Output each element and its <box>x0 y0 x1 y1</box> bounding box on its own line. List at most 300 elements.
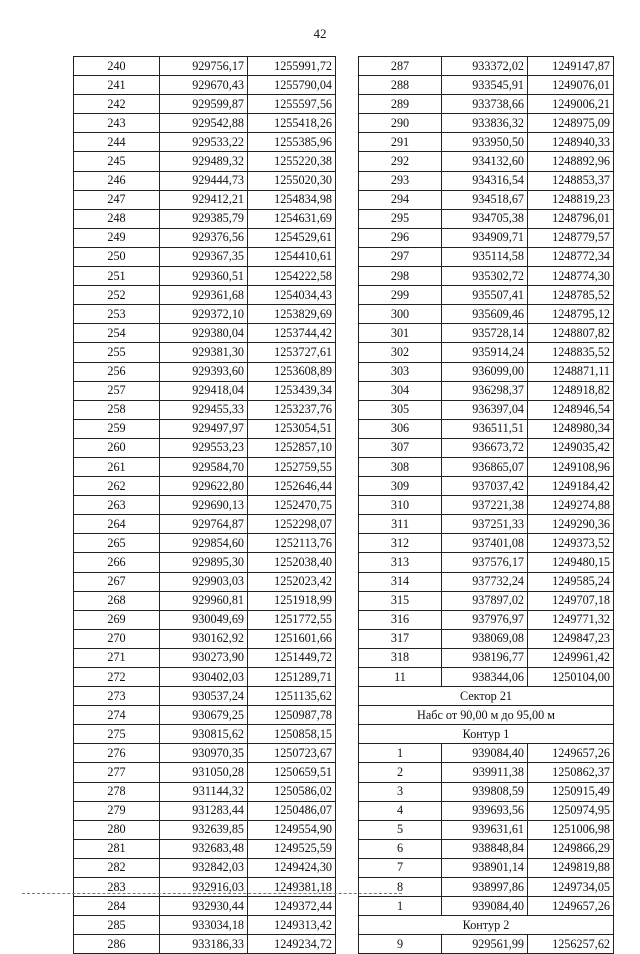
table-row <box>74 572 336 591</box>
y-coordinate-cell: 1255020,30 <box>248 171 336 190</box>
table-row <box>74 133 336 152</box>
y-coordinate-cell: 1255597,56 <box>248 95 336 114</box>
y-coordinate-cell: 1249006,21 <box>528 95 614 114</box>
point-number-cell: 251 <box>74 267 160 286</box>
table-row <box>74 76 336 95</box>
y-coordinate-cell: 1256257,62 <box>528 935 614 954</box>
x-coordinate-cell: 936511,51 <box>442 419 528 438</box>
point-number-cell: 1 <box>359 897 442 916</box>
y-coordinate-cell: 1248835,52 <box>528 343 614 362</box>
y-coordinate-cell: 1254222,58 <box>248 267 336 286</box>
table-row <box>359 247 614 266</box>
point-number-cell: 317 <box>359 629 442 648</box>
y-coordinate-cell: 1253237,76 <box>248 400 336 419</box>
point-number-cell: 284 <box>74 897 160 916</box>
y-coordinate-cell: 1254410,61 <box>248 247 336 266</box>
table-row <box>74 629 336 648</box>
point-number-cell: 277 <box>74 763 160 782</box>
table-row <box>359 477 614 496</box>
coordinates-table-right <box>358 56 614 954</box>
y-coordinate-cell: 1253054,51 <box>248 419 336 438</box>
y-coordinate-cell: 1253608,89 <box>248 362 336 381</box>
x-coordinate-cell: 936397,04 <box>442 400 528 419</box>
y-coordinate-cell: 1251918,99 <box>248 591 336 610</box>
y-coordinate-cell: 1249076,01 <box>528 76 614 95</box>
y-coordinate-cell: 1252857,10 <box>248 438 336 457</box>
point-number-cell: 311 <box>359 515 442 534</box>
y-coordinate-cell: 1248774,30 <box>528 267 614 286</box>
y-coordinate-cell: 1249313,42 <box>248 916 336 935</box>
x-coordinate-cell: 929764,87 <box>160 515 248 534</box>
point-number-cell: 3 <box>359 782 442 801</box>
y-coordinate-cell: 1249847,23 <box>528 629 614 648</box>
y-coordinate-cell: 1250858,15 <box>248 725 336 744</box>
point-number-cell: 11 <box>359 668 442 687</box>
bottom-divider <box>22 893 402 894</box>
point-number-cell: 241 <box>74 76 160 95</box>
point-number-cell: 240 <box>74 57 160 76</box>
y-coordinate-cell: 1249274,88 <box>528 496 614 515</box>
y-coordinate-cell: 1255220,38 <box>248 152 336 171</box>
y-coordinate-cell: 1250862,37 <box>528 763 614 782</box>
point-number-cell: 7 <box>359 858 442 877</box>
x-coordinate-cell: 933186,33 <box>160 935 248 954</box>
table-row <box>74 228 336 247</box>
point-number-cell: 261 <box>74 457 160 476</box>
x-coordinate-cell: 932683,48 <box>160 839 248 858</box>
y-coordinate-cell: 1248785,52 <box>528 286 614 305</box>
point-number-cell: 286 <box>74 935 160 954</box>
table-row <box>359 57 614 76</box>
x-coordinate-cell: 930273,90 <box>160 648 248 667</box>
point-number-cell: 294 <box>359 190 442 209</box>
point-number-cell: 316 <box>359 610 442 629</box>
y-coordinate-cell: 1250104,00 <box>528 668 614 687</box>
x-coordinate-cell: 935507,41 <box>442 286 528 305</box>
x-coordinate-cell: 933738,66 <box>442 95 528 114</box>
y-coordinate-cell: 1249734,05 <box>528 878 614 897</box>
y-coordinate-cell: 1251006,98 <box>528 820 614 839</box>
x-coordinate-cell: 932842,03 <box>160 858 248 877</box>
x-coordinate-cell: 939808,59 <box>442 782 528 801</box>
y-coordinate-cell: 1253744,42 <box>248 324 336 343</box>
y-coordinate-cell: 1253439,34 <box>248 381 336 400</box>
point-number-cell: 276 <box>74 744 160 763</box>
point-number-cell: 264 <box>74 515 160 534</box>
point-number-cell: 290 <box>359 114 442 133</box>
table-row <box>359 228 614 247</box>
table-row <box>359 400 614 419</box>
table-row <box>74 496 336 515</box>
point-number-cell: 288 <box>359 76 442 95</box>
y-coordinate-cell: 1250723,67 <box>248 744 336 763</box>
point-number-cell: 249 <box>74 228 160 247</box>
y-coordinate-cell: 1248918,82 <box>528 381 614 400</box>
x-coordinate-cell: 933545,91 <box>442 76 528 95</box>
x-coordinate-cell: 929895,30 <box>160 553 248 572</box>
y-coordinate-cell: 1249525,59 <box>248 839 336 858</box>
y-coordinate-cell: 1248892,96 <box>528 152 614 171</box>
table-row <box>74 648 336 667</box>
point-number-cell: 263 <box>74 496 160 515</box>
y-coordinate-cell: 1251289,71 <box>248 668 336 687</box>
x-coordinate-cell: 930815,62 <box>160 725 248 744</box>
table-row <box>74 858 336 877</box>
table-row <box>74 534 336 553</box>
x-coordinate-cell: 929670,43 <box>160 76 248 95</box>
table-row <box>359 362 614 381</box>
x-coordinate-cell: 929380,04 <box>160 324 248 343</box>
y-coordinate-cell: 1249657,26 <box>528 897 614 916</box>
table-row <box>74 763 336 782</box>
table-row <box>74 286 336 305</box>
point-number-cell: 250 <box>74 247 160 266</box>
point-number-cell: 2 <box>359 763 442 782</box>
table-row <box>359 534 614 553</box>
y-coordinate-cell: 1248772,34 <box>528 247 614 266</box>
table-row <box>359 95 614 114</box>
contour-1-heading-row <box>359 725 614 744</box>
y-coordinate-cell: 1254834,98 <box>248 190 336 209</box>
x-coordinate-cell: 937221,38 <box>442 496 528 515</box>
table-row <box>359 76 614 95</box>
contour-2-heading: Контур 2 <box>359 916 614 935</box>
table-row <box>359 457 614 476</box>
table-row <box>74 916 336 935</box>
table-row <box>359 897 614 916</box>
table-row <box>74 343 336 362</box>
point-number-cell: 269 <box>74 610 160 629</box>
point-number-cell: 242 <box>74 95 160 114</box>
y-coordinate-cell: 1249554,90 <box>248 820 336 839</box>
x-coordinate-cell: 935114,58 <box>442 247 528 266</box>
y-coordinate-cell: 1252038,40 <box>248 553 336 572</box>
y-coordinate-cell: 1251449,72 <box>248 648 336 667</box>
y-coordinate-cell: 1249585,24 <box>528 572 614 591</box>
table-row <box>359 820 614 839</box>
y-coordinate-cell: 1249819,88 <box>528 858 614 877</box>
table-row <box>359 935 614 954</box>
y-coordinate-cell: 1252113,76 <box>248 534 336 553</box>
point-number-cell: 280 <box>74 820 160 839</box>
x-coordinate-cell: 930162,92 <box>160 629 248 648</box>
table-row <box>74 438 336 457</box>
point-number-cell: 301 <box>359 324 442 343</box>
y-coordinate-cell: 1255991,72 <box>248 57 336 76</box>
x-coordinate-cell: 929584,70 <box>160 457 248 476</box>
point-number-cell: 267 <box>74 572 160 591</box>
coordinates-table-left-body <box>74 57 336 954</box>
y-coordinate-cell: 1250915,49 <box>528 782 614 801</box>
y-coordinate-cell: 1255385,96 <box>248 133 336 152</box>
table-row <box>74 171 336 190</box>
y-coordinate-cell: 1248807,82 <box>528 324 614 343</box>
y-coordinate-cell: 1248796,01 <box>528 209 614 228</box>
x-coordinate-cell: 939631,61 <box>442 820 528 839</box>
table-row <box>74 801 336 820</box>
point-number-cell: 258 <box>74 400 160 419</box>
table-row <box>359 668 614 687</box>
y-coordinate-cell: 1251772,55 <box>248 610 336 629</box>
y-coordinate-cell: 1253829,69 <box>248 305 336 324</box>
table-row <box>74 782 336 801</box>
table-row <box>74 687 336 706</box>
table-row <box>74 209 336 228</box>
table-row <box>74 362 336 381</box>
x-coordinate-cell: 929360,51 <box>160 267 248 286</box>
page-number: 42 <box>313 26 327 41</box>
x-coordinate-cell: 929622,80 <box>160 477 248 496</box>
x-coordinate-cell: 938848,84 <box>442 839 528 858</box>
table-row <box>359 839 614 858</box>
y-coordinate-cell: 1249771,32 <box>528 610 614 629</box>
x-coordinate-cell: 933836,32 <box>442 114 528 133</box>
point-number-cell: 285 <box>74 916 160 935</box>
point-number-cell: 282 <box>74 858 160 877</box>
x-coordinate-cell: 937732,24 <box>442 572 528 591</box>
y-coordinate-cell: 1251601,66 <box>248 629 336 648</box>
y-coordinate-cell: 1249373,52 <box>528 534 614 553</box>
table-row <box>74 591 336 610</box>
table-row <box>74 190 336 209</box>
x-coordinate-cell: 930679,25 <box>160 706 248 725</box>
point-number-cell: 307 <box>359 438 442 457</box>
point-number-cell: 243 <box>74 114 160 133</box>
table-row <box>74 400 336 419</box>
y-coordinate-cell: 1252023,42 <box>248 572 336 591</box>
y-coordinate-cell: 1250659,51 <box>248 763 336 782</box>
x-coordinate-cell: 939084,40 <box>442 744 528 763</box>
point-number-cell: 302 <box>359 343 442 362</box>
point-number-cell: 4 <box>359 801 442 820</box>
x-coordinate-cell: 934316,54 <box>442 171 528 190</box>
point-number-cell: 289 <box>359 95 442 114</box>
table-row <box>359 553 614 572</box>
table-row <box>359 763 614 782</box>
x-coordinate-cell: 937576,17 <box>442 553 528 572</box>
y-coordinate-cell: 1249480,15 <box>528 553 614 572</box>
table-row <box>359 133 614 152</box>
coordinates-table-left <box>73 56 336 954</box>
table-row <box>359 801 614 820</box>
y-coordinate-cell: 1255790,04 <box>248 76 336 95</box>
point-number-cell: 287 <box>359 57 442 76</box>
y-coordinate-cell: 1252759,55 <box>248 457 336 476</box>
point-number-cell: 273 <box>74 687 160 706</box>
table-row <box>74 706 336 725</box>
point-number-cell: 247 <box>74 190 160 209</box>
table-row <box>359 496 614 515</box>
y-coordinate-cell: 1252646,44 <box>248 477 336 496</box>
y-coordinate-cell: 1248871,11 <box>528 362 614 381</box>
point-number-cell: 254 <box>74 324 160 343</box>
point-number-cell: 259 <box>74 419 160 438</box>
point-number-cell: 292 <box>359 152 442 171</box>
point-number-cell: 314 <box>359 572 442 591</box>
table-row <box>74 381 336 400</box>
y-coordinate-cell: 1249234,72 <box>248 935 336 954</box>
y-coordinate-cell: 1248853,37 <box>528 171 614 190</box>
point-number-cell: 313 <box>359 553 442 572</box>
table-row <box>359 744 614 763</box>
x-coordinate-cell: 930970,35 <box>160 744 248 763</box>
x-coordinate-cell: 932639,85 <box>160 820 248 839</box>
point-number-cell: 245 <box>74 152 160 171</box>
point-number-cell: 275 <box>74 725 160 744</box>
y-coordinate-cell: 1249108,96 <box>528 457 614 476</box>
x-coordinate-cell: 929385,79 <box>160 209 248 228</box>
x-coordinate-cell: 931050,28 <box>160 763 248 782</box>
y-coordinate-cell: 1250987,78 <box>248 706 336 725</box>
table-row <box>74 114 336 133</box>
x-coordinate-cell: 936673,72 <box>442 438 528 457</box>
point-number-cell: 315 <box>359 591 442 610</box>
x-coordinate-cell: 938901,14 <box>442 858 528 877</box>
y-coordinate-cell: 1248980,34 <box>528 419 614 438</box>
x-coordinate-cell: 939693,56 <box>442 801 528 820</box>
point-number-cell: 270 <box>74 629 160 648</box>
point-number-cell: 297 <box>359 247 442 266</box>
x-coordinate-cell: 930402,03 <box>160 668 248 687</box>
x-coordinate-cell: 929903,03 <box>160 572 248 591</box>
y-coordinate-cell: 1249424,30 <box>248 858 336 877</box>
table-row <box>74 457 336 476</box>
x-coordinate-cell: 931283,44 <box>160 801 248 820</box>
y-coordinate-cell: 1251135,62 <box>248 687 336 706</box>
table-row <box>359 572 614 591</box>
point-number-cell: 308 <box>359 457 442 476</box>
x-coordinate-cell: 929412,21 <box>160 190 248 209</box>
x-coordinate-cell: 930049,69 <box>160 610 248 629</box>
x-coordinate-cell: 935609,46 <box>442 305 528 324</box>
x-coordinate-cell: 929418,04 <box>160 381 248 400</box>
point-number-cell: 9 <box>359 935 442 954</box>
point-number-cell: 278 <box>74 782 160 801</box>
x-coordinate-cell: 929854,60 <box>160 534 248 553</box>
y-coordinate-cell: 1249866,29 <box>528 839 614 858</box>
x-coordinate-cell: 934909,71 <box>442 228 528 247</box>
point-number-cell: 8 <box>359 878 442 897</box>
point-number-cell: 274 <box>74 706 160 725</box>
x-coordinate-cell: 929489,32 <box>160 152 248 171</box>
table-row <box>74 419 336 438</box>
point-number-cell: 252 <box>74 286 160 305</box>
x-coordinate-cell: 933034,18 <box>160 916 248 935</box>
point-number-cell: 6 <box>359 839 442 858</box>
point-number-cell: 312 <box>359 534 442 553</box>
y-coordinate-cell: 1249147,87 <box>528 57 614 76</box>
x-coordinate-cell: 931144,32 <box>160 782 248 801</box>
point-number-cell: 306 <box>359 419 442 438</box>
point-number-cell: 299 <box>359 286 442 305</box>
point-number-cell: 265 <box>74 534 160 553</box>
y-coordinate-cell: 1250486,07 <box>248 801 336 820</box>
x-coordinate-cell: 933372,02 <box>442 57 528 76</box>
point-number-cell: 281 <box>74 839 160 858</box>
x-coordinate-cell: 929533,22 <box>160 133 248 152</box>
point-number-cell: 298 <box>359 267 442 286</box>
y-coordinate-cell: 1249372,44 <box>248 897 336 916</box>
table-row <box>74 152 336 171</box>
x-coordinate-cell: 938196,77 <box>442 648 528 667</box>
table-row <box>359 782 614 801</box>
table-row <box>74 515 336 534</box>
y-coordinate-cell: 1254631,69 <box>248 209 336 228</box>
x-coordinate-cell: 929372,10 <box>160 305 248 324</box>
x-coordinate-cell: 936099,00 <box>442 362 528 381</box>
table-row <box>74 897 336 916</box>
x-coordinate-cell: 929376,56 <box>160 228 248 247</box>
contour-1-heading: Контур 1 <box>359 725 614 744</box>
point-number-cell: 248 <box>74 209 160 228</box>
y-coordinate-cell: 1249035,42 <box>528 438 614 457</box>
point-number-cell: 303 <box>359 362 442 381</box>
x-coordinate-cell: 936865,07 <box>442 457 528 476</box>
table-row <box>359 114 614 133</box>
x-coordinate-cell: 929561,99 <box>442 935 528 954</box>
y-coordinate-cell: 1249381,18 <box>248 878 336 897</box>
y-coordinate-cell: 1248779,57 <box>528 228 614 247</box>
y-coordinate-cell: 1248946,54 <box>528 400 614 419</box>
table-row <box>359 190 614 209</box>
table-row <box>359 381 614 400</box>
point-number-cell: 295 <box>359 209 442 228</box>
y-coordinate-cell: 1250586,02 <box>248 782 336 801</box>
point-number-cell: 260 <box>74 438 160 457</box>
sector-title-row <box>359 687 614 706</box>
x-coordinate-cell: 939084,40 <box>442 897 528 916</box>
point-number-cell: 5 <box>359 820 442 839</box>
y-coordinate-cell: 1248819,23 <box>528 190 614 209</box>
x-coordinate-cell: 934705,38 <box>442 209 528 228</box>
table-row <box>359 267 614 286</box>
table-row <box>74 324 336 343</box>
sector-range-row <box>359 706 614 725</box>
x-coordinate-cell: 929756,17 <box>160 57 248 76</box>
table-row <box>74 477 336 496</box>
point-number-cell: 272 <box>74 668 160 687</box>
table-row <box>359 610 614 629</box>
point-number-cell: 246 <box>74 171 160 190</box>
x-coordinate-cell: 938069,08 <box>442 629 528 648</box>
table-row <box>359 438 614 457</box>
sector-range: Набс от 90,00 м до 95,00 м <box>359 706 614 725</box>
point-number-cell: 268 <box>74 591 160 610</box>
y-coordinate-cell: 1249184,42 <box>528 477 614 496</box>
x-coordinate-cell: 937976,97 <box>442 610 528 629</box>
x-coordinate-cell: 929381,30 <box>160 343 248 362</box>
x-coordinate-cell: 929393,60 <box>160 362 248 381</box>
point-number-cell: 253 <box>74 305 160 324</box>
table-row <box>74 820 336 839</box>
point-number-cell: 305 <box>359 400 442 419</box>
table-row <box>74 668 336 687</box>
point-number-cell: 262 <box>74 477 160 496</box>
x-coordinate-cell: 937251,33 <box>442 515 528 534</box>
table-row <box>359 515 614 534</box>
x-coordinate-cell: 934132,60 <box>442 152 528 171</box>
y-coordinate-cell: 1249657,26 <box>528 744 614 763</box>
table-row <box>359 286 614 305</box>
x-coordinate-cell: 937037,42 <box>442 477 528 496</box>
x-coordinate-cell: 937401,08 <box>442 534 528 553</box>
table-row <box>359 648 614 667</box>
x-coordinate-cell: 929367,35 <box>160 247 248 266</box>
y-coordinate-cell: 1248940,33 <box>528 133 614 152</box>
point-number-cell: 310 <box>359 496 442 515</box>
x-coordinate-cell: 939911,38 <box>442 763 528 782</box>
x-coordinate-cell: 935914,24 <box>442 343 528 362</box>
